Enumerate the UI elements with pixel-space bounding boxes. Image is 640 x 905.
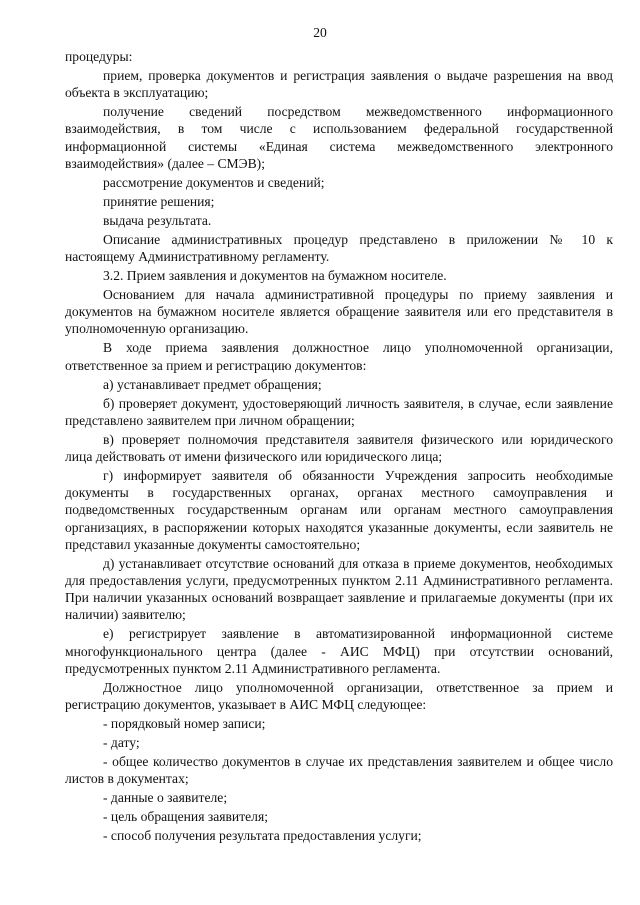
page-number: 20 bbox=[313, 25, 327, 40]
paragraph-procedure-interagency: получение сведений посредством межведомственного информационного взаимодействия, в том числе с использованием федеральной государственной информационной системы «Единая система межведомственного электронного взаимодействия» (далее – СМЭВ); bbox=[65, 104, 613, 171]
section-heading-3-2: 3.2. Прием заявления и документов на бумажном носителе. bbox=[103, 268, 447, 284]
paragraph-procedures-intro: процедуры: bbox=[65, 49, 133, 64]
list-item-b: б) проверяет документ, удостоверяющий личность заявителя, в случае, если заявление представлено заявителем при личном обращении; bbox=[65, 395, 613, 428]
paragraph-appendix-reference: Описание административных процедур представлено в приложении № 10 к настоящему Административному регламенту. bbox=[65, 231, 613, 265]
list-item-e: е) регистрирует заявление в автоматизированной информационной системе многофункционального центра (далее - АИС МФЦ) при отсутствии оснований, предусмотренных пунктом 2.11 Административного регламента. bbox=[65, 626, 613, 676]
list-item-record-number: - порядковый номер записи; bbox=[103, 716, 266, 732]
paragraph-procedure-reception: прием, проверка документов и регистрация заявления о выдаче разрешения на ввод объекта в эксплуатацию; bbox=[65, 68, 613, 101]
paragraph-ais-fields-intro: Должностное лицо уполномоченной организации, ответственное за прием и регистрацию документов, указывает в АИС МФЦ следующее: bbox=[65, 679, 613, 713]
list-item-d: д) устанавливает отсутствие оснований для отказа в приеме документов, необходимых для предоставления услуги, предусмотренных пунктом 2.11 Административного регламента. При наличии указанных оснований возвращает заявление и прилагаемые документы (при их наличии) заявителю; bbox=[65, 555, 613, 623]
list-item-purpose: - цель обращения заявителя; bbox=[103, 809, 268, 825]
list-item-result-method: - способ получения результата предоставления услуги; bbox=[103, 828, 422, 844]
paragraph-procedure-result: выдача результата. bbox=[103, 212, 212, 228]
paragraph-procedure-review: рассмотрение документов и сведений; bbox=[103, 174, 325, 190]
paragraph-reception-duties: В ходе приема заявления должностное лицо уполномоченной организации, ответственное за прием и регистрацию документов: bbox=[65, 340, 613, 373]
document-body bbox=[65, 48, 613, 846]
list-item-g: г) информирует заявителя об обязанности Учреждения запросить необходимые документы в государственных органах, органах местного самоуправления и подведомственных государственным органам или органам местного самоуправления организациях, в распоряжении которых находятся указанные документы, если заявитель не представил указанные документы самостоятельно; bbox=[65, 468, 613, 552]
paragraph-basis: Основанием для начала административной процедуры по приему заявления и документов на бумажном носителе является обращение заявителя или его представителя в уполномоченную организацию. bbox=[65, 287, 613, 337]
paragraph-procedure-decision: принятие решения; bbox=[103, 193, 215, 209]
list-item-v: в) проверяет полномочия представителя заявителя физического или юридического лица действовать от имени физического или юридического лица; bbox=[65, 431, 613, 465]
list-item-date: - дату; bbox=[103, 735, 140, 751]
list-item-document-count: - общее количество документов в случае их представления заявителем и общее число листов в документах; bbox=[65, 754, 613, 787]
list-item-a: а) устанавливает предмет обращения; bbox=[103, 376, 322, 392]
list-item-applicant-data: - данные о заявителе; bbox=[103, 790, 228, 806]
